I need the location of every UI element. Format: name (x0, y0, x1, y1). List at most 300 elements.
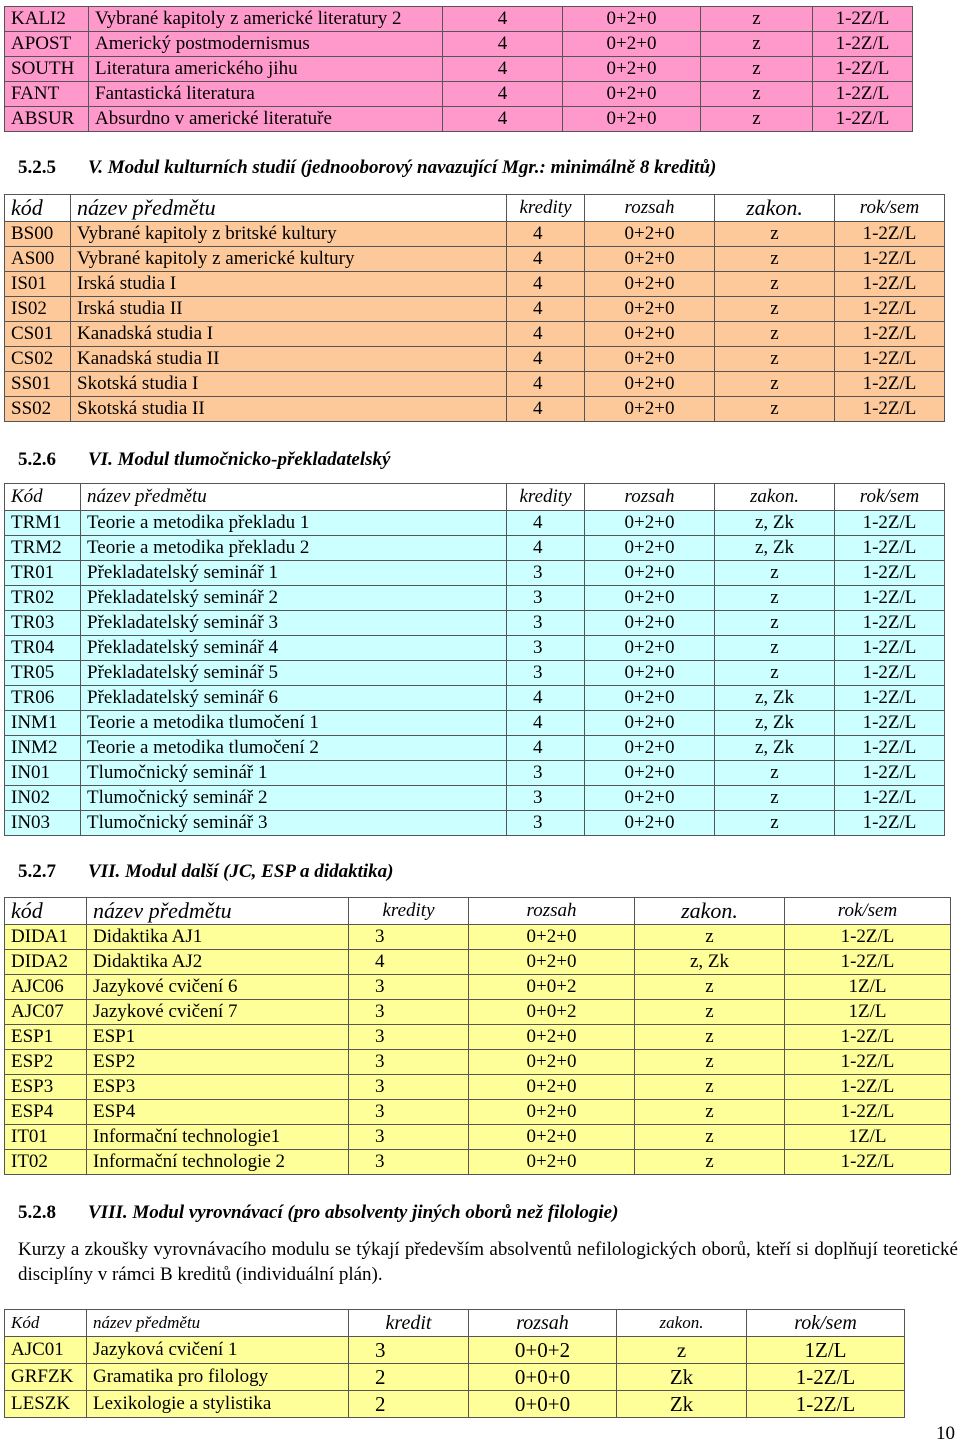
name-cell: Americký postmodernismus (89, 32, 443, 57)
name-cell: ESP1 (87, 1025, 349, 1050)
credits-cell: 4 (443, 107, 563, 132)
name-cell: Informační technologie1 (87, 1125, 349, 1150)
code-cell: FANT (5, 82, 89, 107)
completion-cell: z (715, 272, 835, 297)
year-semester-cell: 1-2Z/L (747, 1364, 905, 1391)
column-header: kredity (507, 195, 585, 222)
name-cell: Tlumočnický seminář 3 (81, 811, 507, 836)
range-cell: 0+2+0 (585, 711, 715, 736)
year-semester-cell: 1-2Z/L (835, 711, 945, 736)
name-cell: Literatura amerického jihu (89, 57, 443, 82)
code-cell: DIDA2 (5, 950, 87, 975)
code-cell: INM2 (5, 736, 81, 761)
range-cell: 0+2+0 (469, 1050, 635, 1075)
table-row (5, 372, 945, 397)
code-cell: LESZK (5, 1391, 87, 1418)
table-row (5, 536, 945, 561)
completion-cell: Zk (617, 1364, 747, 1391)
section-paragraph: Kurzy a zkoušky vyrovnávacího modulu se týkají především absolventů nefilologických oborů, kteří si doplňují teoretické disciplíny v rámci B kreditů (individuální plán). (18, 1239, 958, 1285)
table-row (5, 57, 913, 82)
year-semester-cell: 1-2Z/L (785, 1025, 951, 1050)
code-cell: ABSUR (5, 107, 89, 132)
code-cell: TR05 (5, 661, 81, 686)
code-cell: ESP2 (5, 1050, 87, 1075)
year-semester-cell: 1Z/L (747, 1337, 905, 1364)
range-cell: 0+2+0 (585, 786, 715, 811)
table-row (5, 1100, 951, 1125)
table-row (5, 32, 913, 57)
range-cell: 0+2+0 (585, 536, 715, 561)
range-cell: 0+2+0 (585, 561, 715, 586)
completion-cell: z (715, 786, 835, 811)
range-cell: 0+2+0 (563, 82, 701, 107)
code-cell: AS00 (5, 247, 71, 272)
name-cell: ESP3 (87, 1075, 349, 1100)
credits-cell: 3 (349, 975, 469, 1000)
credits-cell: 4 (507, 511, 585, 536)
table-row (5, 82, 913, 107)
column-header: rok/sem (835, 484, 945, 511)
completion-cell: z (715, 636, 835, 661)
name-cell: Absurdno v americké literatuře (89, 107, 443, 132)
name-cell: Skotská studia II (71, 397, 507, 422)
credits-cell: 4 (507, 247, 585, 272)
column-header: rok/sem (835, 195, 945, 222)
table-row (5, 397, 945, 422)
column-header: název předmětu (81, 484, 507, 511)
name-cell: Překladatelský seminář 3 (81, 611, 507, 636)
credits-cell: 4 (443, 32, 563, 57)
name-cell: ESP4 (87, 1100, 349, 1125)
year-semester-cell: 1-2Z/L (813, 82, 913, 107)
name-cell: ESP2 (87, 1050, 349, 1075)
credits-cell: 3 (507, 636, 585, 661)
completion-cell: z (635, 1025, 785, 1050)
table-row (5, 347, 945, 372)
completion-cell: z (715, 586, 835, 611)
year-semester-cell: 1-2Z/L (835, 272, 945, 297)
code-cell: IN03 (5, 811, 81, 836)
name-cell: Kanadská studia I (71, 322, 507, 347)
code-cell: CS02 (5, 347, 71, 372)
name-cell: Tlumočnický seminář 1 (81, 761, 507, 786)
range-cell: 0+2+0 (585, 636, 715, 661)
code-cell: IS02 (5, 297, 71, 322)
table-row (5, 322, 945, 347)
year-semester-cell: 1-2Z/L (785, 1050, 951, 1075)
credits-cell: 4 (507, 272, 585, 297)
completion-cell: z (635, 975, 785, 1000)
column-header: název předmětu (87, 1310, 349, 1337)
column-header: rozsah (469, 898, 635, 925)
code-cell: CS01 (5, 322, 71, 347)
name-cell: Kanadská studia II (71, 347, 507, 372)
range-cell: 0+2+0 (585, 586, 715, 611)
code-cell: TRM1 (5, 511, 81, 536)
credits-cell: 4 (507, 711, 585, 736)
credits-cell: 4 (507, 397, 585, 422)
code-cell: TR06 (5, 686, 81, 711)
code-cell: APOST (5, 32, 89, 57)
credits-cell: 3 (349, 1000, 469, 1025)
completion-cell: z, Zk (635, 950, 785, 975)
table-row (5, 1391, 905, 1418)
name-cell: Teorie a metodika tlumočení 1 (81, 711, 507, 736)
range-cell: 0+2+0 (563, 7, 701, 32)
name-cell: Překladatelský seminář 5 (81, 661, 507, 686)
code-cell: IT02 (5, 1150, 87, 1175)
column-header: Kód (5, 1310, 87, 1337)
credits-cell: 4 (507, 222, 585, 247)
year-semester-cell: 1-2Z/L (835, 786, 945, 811)
credits-cell: 3 (349, 1050, 469, 1075)
credits-cell: 4 (507, 297, 585, 322)
table-row (5, 247, 945, 272)
course-table-culture (4, 194, 945, 422)
table-row (5, 661, 945, 686)
year-semester-cell: 1-2Z/L (835, 247, 945, 272)
section-heading-5-2-8: 5.2.8 VIII. Modul vyrovnávací (pro absolventy jiných oborů než filologie) (18, 1202, 619, 1223)
completion-cell: z (715, 347, 835, 372)
year-semester-cell: 1-2Z/L (835, 322, 945, 347)
range-cell: 0+2+0 (585, 811, 715, 836)
table-header-row (5, 1310, 905, 1337)
range-cell: 0+2+0 (585, 397, 715, 422)
column-header: zakon. (715, 195, 835, 222)
range-cell: 0+0+2 (469, 975, 635, 1000)
year-semester-cell: 1-2Z/L (835, 372, 945, 397)
completion-cell: z (617, 1337, 747, 1364)
table-row (5, 950, 951, 975)
completion-cell: z (635, 1050, 785, 1075)
range-cell: 0+0+2 (469, 1337, 617, 1364)
credits-cell: 4 (507, 686, 585, 711)
completion-cell: z (715, 811, 835, 836)
page-number: 10 (936, 1423, 955, 1444)
table-row (5, 1000, 951, 1025)
code-cell: TRM2 (5, 536, 81, 561)
completion-cell: z (715, 561, 835, 586)
column-header: zakon. (715, 484, 835, 511)
name-cell: Irská studia II (71, 297, 507, 322)
completion-cell: z (635, 1000, 785, 1025)
course-table-remedial (4, 1309, 905, 1418)
table-row (5, 107, 913, 132)
completion-cell: z (715, 297, 835, 322)
year-semester-cell: 1-2Z/L (785, 925, 951, 950)
range-cell: 0+0+2 (469, 1000, 635, 1025)
range-cell: 0+2+0 (469, 1125, 635, 1150)
table-row (5, 1125, 951, 1150)
code-cell: GRFZK (5, 1364, 87, 1391)
year-semester-cell: 1-2Z/L (813, 32, 913, 57)
year-semester-cell: 1-2Z/L (785, 1150, 951, 1175)
table-row (5, 1025, 951, 1050)
column-header: kredity (349, 898, 469, 925)
range-cell: 0+2+0 (469, 1075, 635, 1100)
completion-cell: z, Zk (715, 736, 835, 761)
year-semester-cell: 1-2Z/L (813, 57, 913, 82)
completion-cell: z (715, 397, 835, 422)
section-heading-5-2-6: 5.2.6 VI. Modul tlumočnicko-překladatelský (18, 449, 391, 470)
year-semester-cell: 1-2Z/L (835, 536, 945, 561)
year-semester-cell: 1-2Z/L (835, 222, 945, 247)
table-row (5, 611, 945, 636)
completion-cell: z (701, 57, 813, 82)
completion-cell: z, Zk (715, 536, 835, 561)
column-header: zakon. (617, 1310, 747, 1337)
credits-cell: 4 (507, 322, 585, 347)
range-cell: 0+2+0 (585, 322, 715, 347)
range-cell: 0+2+0 (469, 925, 635, 950)
code-cell: TR02 (5, 586, 81, 611)
year-semester-cell: 1-2Z/L (835, 586, 945, 611)
name-cell: Vybrané kapitoly z americké kultury (71, 247, 507, 272)
completion-cell: Zk (617, 1391, 747, 1418)
table-header-row (5, 195, 945, 222)
completion-cell: z (635, 1150, 785, 1175)
table-row (5, 297, 945, 322)
year-semester-cell: 1-2Z/L (835, 611, 945, 636)
column-header: název předmětu (71, 195, 507, 222)
column-header: kredity (507, 484, 585, 511)
credits-cell: 3 (507, 586, 585, 611)
year-semester-cell: 1-2Z/L (747, 1391, 905, 1418)
code-cell: ESP4 (5, 1100, 87, 1125)
completion-cell: z, Zk (715, 711, 835, 736)
table-row (5, 975, 951, 1000)
name-cell: Lexikologie a stylistika (87, 1391, 349, 1418)
table-row (5, 761, 945, 786)
credits-cell: 4 (443, 7, 563, 32)
completion-cell: z (715, 322, 835, 347)
completion-cell: z, Zk (715, 511, 835, 536)
code-cell: IN01 (5, 761, 81, 786)
credits-cell: 3 (349, 1100, 469, 1125)
range-cell: 0+2+0 (469, 1100, 635, 1125)
year-semester-cell: 1Z/L (785, 1000, 951, 1025)
name-cell: Překladatelský seminář 6 (81, 686, 507, 711)
code-cell: INM1 (5, 711, 81, 736)
column-header: rok/sem (747, 1310, 905, 1337)
table-row (5, 1150, 951, 1175)
completion-cell: z (715, 611, 835, 636)
completion-cell: z (635, 925, 785, 950)
credits-cell: 4 (443, 57, 563, 82)
year-semester-cell: 1Z/L (785, 975, 951, 1000)
table-row (5, 786, 945, 811)
year-semester-cell: 1-2Z/L (835, 686, 945, 711)
completion-cell: z (715, 247, 835, 272)
range-cell: 0+2+0 (585, 222, 715, 247)
range-cell: 0+2+0 (585, 761, 715, 786)
credits-cell: 2 (349, 1364, 469, 1391)
column-header: kredit (349, 1310, 469, 1337)
name-cell: Informační technologie 2 (87, 1150, 349, 1175)
column-header: rozsah (469, 1310, 617, 1337)
code-cell: KALI2 (5, 7, 89, 32)
code-cell: TR04 (5, 636, 81, 661)
range-cell: 0+2+0 (585, 511, 715, 536)
name-cell: Didaktika AJ1 (87, 925, 349, 950)
year-semester-cell: 1Z/L (785, 1125, 951, 1150)
column-header: rozsah (585, 195, 715, 222)
code-cell: TR01 (5, 561, 81, 586)
table-row (5, 686, 945, 711)
table-row (5, 561, 945, 586)
year-semester-cell: 1-2Z/L (785, 1075, 951, 1100)
year-semester-cell: 1-2Z/L (835, 661, 945, 686)
column-header: Kód (5, 484, 81, 511)
name-cell: Vybrané kapitoly z americké literatury 2 (89, 7, 443, 32)
range-cell: 0+2+0 (563, 107, 701, 132)
completion-cell: z (715, 661, 835, 686)
completion-cell: z (635, 1125, 785, 1150)
credits-cell: 3 (349, 1025, 469, 1050)
range-cell: 0+2+0 (469, 1025, 635, 1050)
credits-cell: 4 (507, 372, 585, 397)
table-row (5, 272, 945, 297)
range-cell: 0+0+0 (469, 1391, 617, 1418)
code-cell: AJC06 (5, 975, 87, 1000)
year-semester-cell: 1-2Z/L (785, 1100, 951, 1125)
name-cell: Jazyková cvičení 1 (87, 1337, 349, 1364)
range-cell: 0+2+0 (585, 247, 715, 272)
column-header: zakon. (635, 898, 785, 925)
year-semester-cell: 1-2Z/L (835, 511, 945, 536)
credits-cell: 4 (507, 347, 585, 372)
code-cell: IT01 (5, 1125, 87, 1150)
year-semester-cell: 1-2Z/L (835, 397, 945, 422)
name-cell: Překladatelský seminář 1 (81, 561, 507, 586)
credits-cell: 3 (349, 925, 469, 950)
range-cell: 0+2+0 (585, 372, 715, 397)
range-cell: 0+2+0 (563, 32, 701, 57)
year-semester-cell: 1-2Z/L (835, 761, 945, 786)
credits-cell: 3 (507, 611, 585, 636)
section-heading-5-2-7: 5.2.7 VII. Modul další (JC, ESP a didaktika) (18, 861, 394, 882)
completion-cell: z (635, 1075, 785, 1100)
course-table-other (4, 897, 951, 1175)
credits-cell: 4 (443, 82, 563, 107)
code-cell: DIDA1 (5, 925, 87, 950)
year-semester-cell: 1-2Z/L (835, 347, 945, 372)
table-row (5, 636, 945, 661)
table-row (5, 511, 945, 536)
table-header-row (5, 484, 945, 511)
name-cell: Teorie a metodika překladu 1 (81, 511, 507, 536)
year-semester-cell: 1-2Z/L (813, 7, 913, 32)
credits-cell: 3 (349, 1150, 469, 1175)
table-row (5, 1337, 905, 1364)
credits-cell: 4 (507, 736, 585, 761)
name-cell: Irská studia I (71, 272, 507, 297)
credits-cell: 3 (507, 561, 585, 586)
column-header: kód (5, 898, 87, 925)
completion-cell: z (701, 32, 813, 57)
table-row (5, 811, 945, 836)
completion-cell: z, Zk (715, 686, 835, 711)
course-table-american-lit (4, 6, 913, 132)
credits-cell: 2 (349, 1391, 469, 1418)
year-semester-cell: 1-2Z/L (813, 107, 913, 132)
name-cell: Tlumočnický seminář 2 (81, 786, 507, 811)
year-semester-cell: 1-2Z/L (835, 561, 945, 586)
range-cell: 0+0+0 (469, 1364, 617, 1391)
name-cell: Teorie a metodika tlumočení 2 (81, 736, 507, 761)
code-cell: IN02 (5, 786, 81, 811)
credits-cell: 4 (507, 536, 585, 561)
year-semester-cell: 1-2Z/L (835, 736, 945, 761)
code-cell: ESP3 (5, 1075, 87, 1100)
table-row (5, 7, 913, 32)
course-table-translation (4, 483, 945, 836)
range-cell: 0+2+0 (469, 1150, 635, 1175)
credits-cell: 3 (507, 661, 585, 686)
code-cell: IS01 (5, 272, 71, 297)
completion-cell: z (701, 7, 813, 32)
table-row (5, 925, 951, 950)
table-row (5, 222, 945, 247)
credits-cell: 3 (349, 1337, 469, 1364)
name-cell: Překladatelský seminář 2 (81, 586, 507, 611)
year-semester-cell: 1-2Z/L (835, 636, 945, 661)
year-semester-cell: 1-2Z/L (835, 297, 945, 322)
name-cell: Jazykové cvičení 6 (87, 975, 349, 1000)
table-row (5, 736, 945, 761)
range-cell: 0+2+0 (585, 272, 715, 297)
table-row (5, 711, 945, 736)
range-cell: 0+2+0 (469, 950, 635, 975)
range-cell: 0+2+0 (585, 611, 715, 636)
table-row (5, 586, 945, 611)
name-cell: Překladatelský seminář 4 (81, 636, 507, 661)
completion-cell: z (701, 82, 813, 107)
credits-cell: 3 (507, 811, 585, 836)
name-cell: Skotská studia I (71, 372, 507, 397)
code-cell: BS00 (5, 222, 71, 247)
range-cell: 0+2+0 (585, 736, 715, 761)
table-row (5, 1050, 951, 1075)
name-cell: Gramatika pro filology (87, 1364, 349, 1391)
credits-cell: 3 (349, 1125, 469, 1150)
table-header-row (5, 898, 951, 925)
completion-cell: z (715, 372, 835, 397)
column-header: kód (5, 195, 71, 222)
name-cell: Vybrané kapitoly z britské kultury (71, 222, 507, 247)
column-header: název předmětu (87, 898, 349, 925)
code-cell: SS01 (5, 372, 71, 397)
credits-cell: 3 (349, 1075, 469, 1100)
range-cell: 0+2+0 (585, 686, 715, 711)
range-cell: 0+2+0 (585, 661, 715, 686)
completion-cell: z (635, 1100, 785, 1125)
section-heading-5-2-5: 5.2.5 V. Modul kulturních studií (jednooborový navazující Mgr.: minimálně 8 kreditů) (18, 157, 717, 178)
credits-cell: 4 (349, 950, 469, 975)
code-cell: AJC07 (5, 1000, 87, 1025)
code-cell: ESP1 (5, 1025, 87, 1050)
table-row (5, 1364, 905, 1391)
code-cell: SS02 (5, 397, 71, 422)
completion-cell: z (701, 107, 813, 132)
completion-cell: z (715, 222, 835, 247)
name-cell: Jazykové cvičení 7 (87, 1000, 349, 1025)
range-cell: 0+2+0 (585, 297, 715, 322)
column-header: rok/sem (785, 898, 951, 925)
credits-cell: 3 (507, 761, 585, 786)
year-semester-cell: 1-2Z/L (835, 811, 945, 836)
range-cell: 0+2+0 (563, 57, 701, 82)
